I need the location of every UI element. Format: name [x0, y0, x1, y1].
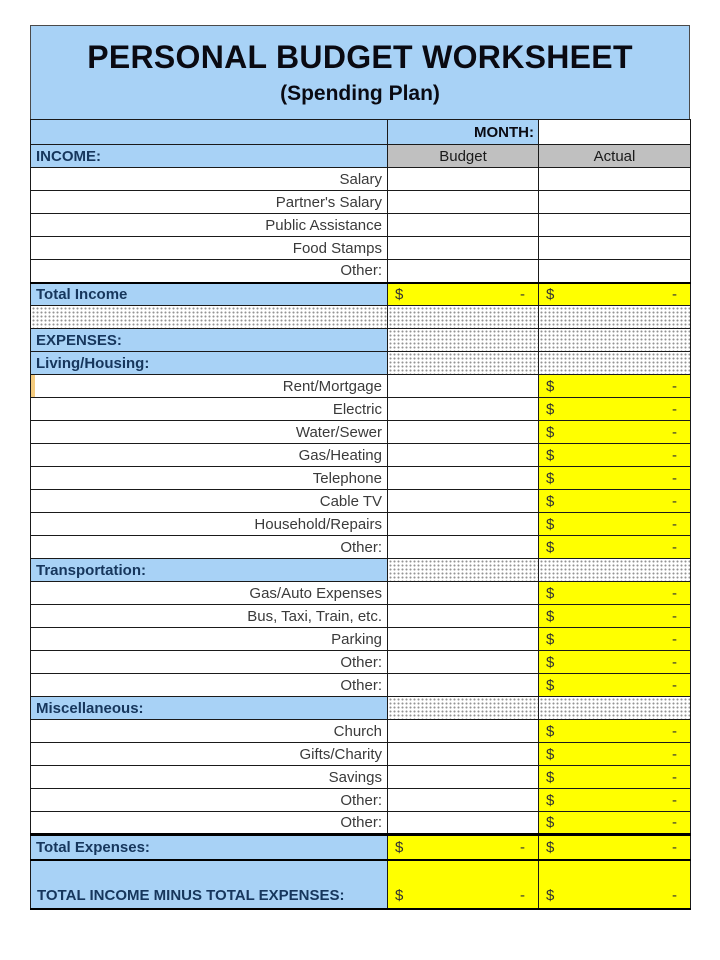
amount-dash: -: [672, 377, 677, 395]
expense-row-cable-tv: [31, 490, 691, 513]
currency-symbol: $: [546, 630, 555, 648]
month-row: [31, 120, 691, 145]
actual-amount-cell[interactable]: [539, 398, 691, 421]
money-cell-content: [539, 743, 690, 765]
budget-input-cell[interactable]: [388, 582, 539, 605]
money-cell-content: [539, 812, 690, 833]
section-header-row-living-housing: [31, 352, 691, 375]
money-cell-content: [539, 582, 690, 604]
budget-input-cell[interactable]: [388, 789, 539, 812]
money-cell-content: [539, 766, 690, 788]
actual-amount-cell[interactable]: [539, 628, 691, 651]
row-label: Other:: [31, 260, 388, 283]
budget-table: [30, 119, 691, 910]
money-cell-content: [539, 284, 690, 306]
currency-symbol: $: [546, 676, 555, 694]
expenses-header-fill: [539, 329, 691, 352]
actual-input-cell[interactable]: [539, 214, 691, 237]
row-label: Church: [31, 720, 388, 743]
currency-symbol: $: [546, 377, 555, 395]
currency-symbol: $: [546, 886, 555, 904]
currency-symbol: $: [546, 745, 555, 763]
row-label: Other:: [31, 789, 388, 812]
grand-total-label: TOTAL INCOME MINUS TOTAL EXPENSES:: [31, 860, 388, 909]
column-header-budget: Budget: [388, 145, 539, 168]
total-income-row: [31, 283, 691, 306]
budget-input-cell[interactable]: [388, 260, 539, 283]
actual-amount-cell[interactable]: [539, 651, 691, 674]
expense-row-household-repairs: [31, 513, 691, 536]
expense-row-water-sewer: [31, 421, 691, 444]
currency-symbol: $: [546, 446, 555, 464]
amount-dash: -: [672, 653, 677, 671]
budget-input-cell[interactable]: [388, 812, 539, 835]
expense-row-electric: [31, 398, 691, 421]
amount-dash: -: [672, 676, 677, 694]
amount-dash: -: [672, 768, 677, 786]
amount-dash: -: [672, 538, 677, 556]
budget-input-cell[interactable]: [388, 536, 539, 559]
section-header: Transportation:: [31, 559, 388, 582]
row-label: Other:: [31, 674, 388, 697]
total-expenses-row: [31, 835, 691, 860]
row-label: Gas/Auto Expenses: [31, 582, 388, 605]
row-label: Cable TV: [31, 490, 388, 513]
budget-worksheet: [30, 25, 690, 910]
actual-amount-cell[interactable]: [539, 605, 691, 628]
expense-row-church: [31, 720, 691, 743]
total-expenses-budget-cell[interactable]: [388, 835, 539, 860]
currency-symbol: $: [546, 492, 555, 510]
row-label: Partner's Salary: [31, 191, 388, 214]
currency-symbol: $: [546, 538, 555, 556]
money-cell-content: [388, 836, 538, 859]
money-cell-content: [539, 674, 690, 696]
expense-row-telephone: [31, 467, 691, 490]
income-row-partner-s-salary: [31, 191, 691, 214]
expense-row-other: [31, 651, 691, 674]
currency-symbol: $: [546, 400, 555, 418]
actual-input-cell[interactable]: [539, 237, 691, 260]
month-value-cell[interactable]: [539, 120, 691, 145]
actual-amount-cell[interactable]: [539, 743, 691, 766]
actual-amount-cell[interactable]: [539, 513, 691, 536]
actual-amount-cell[interactable]: [539, 789, 691, 812]
amount-dash: -: [672, 722, 677, 740]
total-expenses-actual-cell[interactable]: [539, 835, 691, 860]
budget-input-cell[interactable]: [388, 214, 539, 237]
amount-dash: -: [672, 607, 677, 625]
row-label: Telephone: [31, 467, 388, 490]
budget-input-cell[interactable]: [388, 467, 539, 490]
money-cell-content: [539, 375, 690, 397]
budget-input-cell[interactable]: [388, 191, 539, 214]
budget-input-cell[interactable]: [388, 490, 539, 513]
actual-amount-cell[interactable]: [539, 812, 691, 835]
money-cell-content: [539, 651, 690, 673]
money-cell-content: [539, 789, 690, 811]
budget-input-cell[interactable]: [388, 743, 539, 766]
budget-input-cell[interactable]: [388, 513, 539, 536]
section-header-fill: [539, 697, 691, 720]
budget-input-cell[interactable]: [388, 605, 539, 628]
budget-input-cell[interactable]: [388, 766, 539, 789]
section-header-row-transportation: [31, 559, 691, 582]
row-label: Other:: [31, 536, 388, 559]
section-header: Miscellaneous:: [31, 697, 388, 720]
total-income-budget-cell[interactable]: [388, 283, 539, 306]
money-cell-content: [388, 861, 538, 908]
budget-input-cell[interactable]: [388, 628, 539, 651]
row-label: Parking: [31, 628, 388, 651]
budget-input-cell[interactable]: [388, 651, 539, 674]
row-label: Household/Repairs: [31, 513, 388, 536]
budget-input-cell[interactable]: [388, 398, 539, 421]
total-expenses-label: Total Expenses:: [31, 835, 388, 860]
currency-symbol: $: [546, 285, 555, 303]
row-label: Gas/Heating: [31, 444, 388, 467]
money-cell-content: [539, 836, 690, 859]
budget-input-cell[interactable]: [388, 421, 539, 444]
expense-row-gas-auto-expenses: [31, 582, 691, 605]
expense-row-other: [31, 536, 691, 559]
separator-cell: [388, 306, 539, 329]
budget-input-cell[interactable]: [388, 237, 539, 260]
section-header-fill: [388, 697, 539, 720]
row-label: Other:: [31, 812, 388, 835]
total-income-label: Total Income: [31, 283, 388, 306]
section-header-fill: [388, 352, 539, 375]
income-row-public-assistance: [31, 214, 691, 237]
row-label: Savings: [31, 766, 388, 789]
amount-dash: -: [672, 584, 677, 602]
money-cell-content: [539, 536, 690, 558]
actual-input-cell[interactable]: [539, 191, 691, 214]
actual-amount-cell[interactable]: [539, 444, 691, 467]
grand-total-row: [31, 860, 691, 909]
section-header: Living/Housing:: [31, 352, 388, 375]
expense-row-bus-taxi-train-etc: [31, 605, 691, 628]
expenses-header: EXPENSES:: [31, 329, 388, 352]
income-row-other: [31, 260, 691, 283]
expense-row-rent-mortgage: [31, 375, 691, 398]
amount-dash: -: [520, 285, 525, 303]
money-cell-content: [539, 444, 690, 466]
page-title: PERSONAL BUDGET WORKSHEET: [87, 39, 633, 75]
amount-dash: -: [672, 400, 677, 418]
row-label: Water/Sewer: [31, 421, 388, 444]
currency-symbol: $: [546, 838, 555, 856]
money-cell-content: [539, 861, 690, 908]
amount-dash: -: [672, 814, 677, 831]
actual-amount-cell[interactable]: [539, 536, 691, 559]
amount-dash: -: [672, 446, 677, 464]
separator-cell: [31, 306, 388, 329]
money-cell-content: [539, 605, 690, 627]
expense-row-gifts-charity: [31, 743, 691, 766]
income-row-food-stamps: [31, 237, 691, 260]
page-subtitle: (Spending Plan): [280, 82, 440, 106]
column-header-actual: Actual: [539, 145, 691, 168]
grand-total-budget-cell[interactable]: [388, 860, 539, 909]
month-row-spacer: [31, 120, 388, 145]
money-cell-content: [539, 628, 690, 650]
actual-amount-cell[interactable]: [539, 375, 691, 398]
row-label: Bus, Taxi, Train, etc.: [31, 605, 388, 628]
income-header-row: [31, 145, 691, 168]
currency-symbol: $: [546, 607, 555, 625]
currency-symbol: $: [395, 285, 404, 303]
amount-dash: -: [672, 285, 677, 303]
row-label: Gifts/Charity: [31, 743, 388, 766]
money-cell-content: [539, 513, 690, 535]
amount-dash: -: [672, 745, 677, 763]
worksheet-title-block: [30, 25, 690, 119]
money-cell-content: [388, 284, 538, 306]
money-cell-content: [539, 467, 690, 489]
amount-dash: -: [520, 838, 525, 856]
total-income-actual-cell[interactable]: [539, 283, 691, 306]
budget-input-cell[interactable]: [388, 720, 539, 743]
income-row-salary: [31, 168, 691, 191]
budget-input-cell[interactable]: [388, 375, 539, 398]
section-header-row-miscellaneous: [31, 697, 691, 720]
row-label: Electric: [31, 398, 388, 421]
budget-input-cell[interactable]: [388, 444, 539, 467]
currency-symbol: $: [546, 791, 555, 809]
month-label: MONTH:: [388, 120, 539, 145]
actual-amount-cell[interactable]: [539, 766, 691, 789]
separator-cell: [539, 306, 691, 329]
expense-row-other: [31, 789, 691, 812]
currency-symbol: $: [546, 653, 555, 671]
income-header: INCOME:: [31, 145, 388, 168]
currency-symbol: $: [546, 423, 555, 441]
currency-symbol: $: [546, 814, 555, 831]
currency-symbol: $: [546, 722, 555, 740]
amount-dash: -: [672, 886, 677, 904]
actual-amount-cell[interactable]: [539, 674, 691, 697]
money-cell-content: [539, 490, 690, 512]
expense-row-other: [31, 812, 691, 835]
currency-symbol: $: [395, 838, 404, 856]
currency-symbol: $: [395, 886, 404, 904]
row-label: Other:: [31, 651, 388, 674]
currency-symbol: $: [546, 768, 555, 786]
section-header-fill: [539, 352, 691, 375]
budget-input-cell[interactable]: [388, 168, 539, 191]
expense-row-other: [31, 674, 691, 697]
amount-dash: -: [672, 791, 677, 809]
row-label: Salary: [31, 168, 388, 191]
currency-symbol: $: [546, 469, 555, 487]
amount-dash: -: [672, 492, 677, 510]
actual-input-cell[interactable]: [539, 260, 691, 283]
actual-amount-cell[interactable]: [539, 421, 691, 444]
amount-dash: -: [672, 630, 677, 648]
actual-amount-cell[interactable]: [539, 467, 691, 490]
section-header-fill: [539, 559, 691, 582]
amount-dash: -: [520, 886, 525, 904]
row-label: Public Assistance: [31, 214, 388, 237]
money-cell-content: [539, 720, 690, 742]
section-header-fill: [388, 559, 539, 582]
currency-symbol: $: [546, 584, 555, 602]
expense-row-gas-heating: [31, 444, 691, 467]
amount-dash: -: [672, 423, 677, 441]
grand-total-actual-cell[interactable]: [539, 860, 691, 909]
expenses-header-fill: [388, 329, 539, 352]
expense-row-savings: [31, 766, 691, 789]
actual-amount-cell[interactable]: [539, 582, 691, 605]
expenses-header-row: [31, 329, 691, 352]
actual-input-cell[interactable]: [539, 168, 691, 191]
actual-amount-cell[interactable]: [539, 720, 691, 743]
amount-dash: -: [672, 469, 677, 487]
expense-row-parking: [31, 628, 691, 651]
budget-input-cell[interactable]: [388, 674, 539, 697]
separator-row: [31, 306, 691, 329]
money-cell-content: [539, 421, 690, 443]
amount-dash: -: [672, 838, 677, 856]
currency-symbol: $: [546, 515, 555, 533]
row-label: Food Stamps: [31, 237, 388, 260]
actual-amount-cell[interactable]: [539, 490, 691, 513]
amount-dash: -: [672, 515, 677, 533]
money-cell-content: [539, 398, 690, 420]
row-label: Rent/Mortgage: [31, 375, 388, 398]
